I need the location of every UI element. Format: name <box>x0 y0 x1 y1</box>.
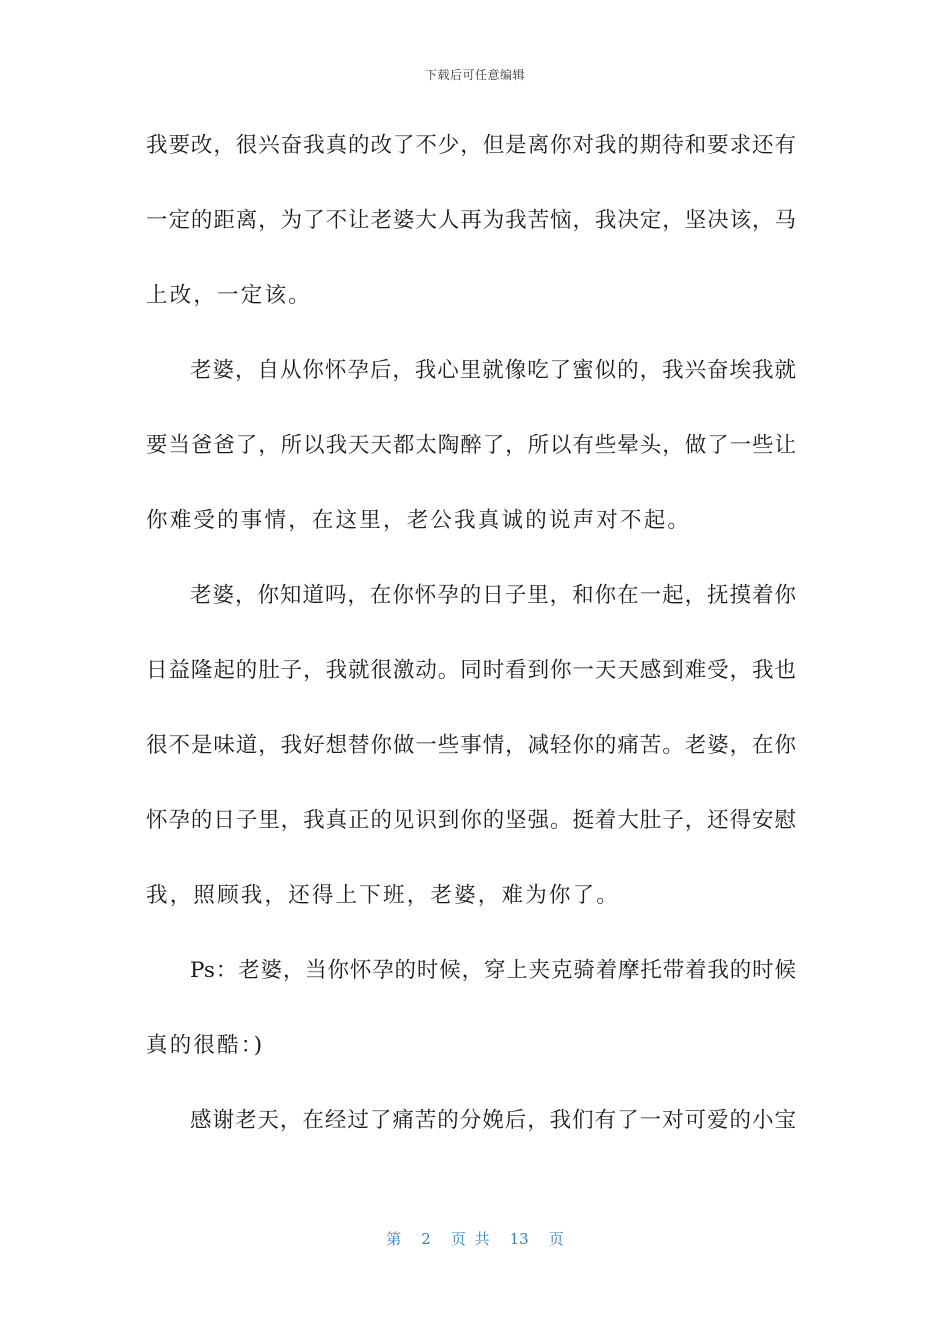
text-line: 我，照顾我，还得上下班，老婆，难为你了。 <box>146 883 621 908</box>
text-line: 你难受的事情，在这里，老公我真诚的说声对不起。 <box>146 508 692 533</box>
text-line: 真的很酷：) <box>146 1033 265 1058</box>
paragraph-first-line: Ps：老婆，当你怀孕的时候，穿上夹克骑着摩托带着我的时候 <box>190 958 796 983</box>
current-page-number: 2 <box>421 1230 431 1248</box>
footer-prefix: 第 <box>386 1230 402 1248</box>
paragraph-first-line: 老婆，你知道吗，在你怀孕的日子里，和你在一起，抚摸着你 <box>190 583 796 608</box>
text-line: 上改，一定该。 <box>146 283 312 308</box>
text-line: 一定的距离，为了不让老婆大人再为我苦恼，我决定，坚决该，马 <box>146 208 796 233</box>
page-header: 下载后可任意编辑 <box>424 68 525 82</box>
paragraph-first-line: 老婆，自从你怀孕后，我心里就像吃了蜜似的，我兴奋埃我就 <box>190 358 796 383</box>
total-pages-number: 13 <box>509 1230 529 1248</box>
text-line: 日益隆起的肚子，我就很激动。同时看到你一天天感到难受，我也 <box>146 658 796 683</box>
footer-suffix: 页 <box>548 1230 564 1248</box>
text-line: 很不是味道，我好想替你做一些事情，减轻你的痛苦。老婆，在你 <box>146 733 796 758</box>
footer-middle: 页 共 <box>450 1230 490 1248</box>
text-line: 要当爸爸了，所以我天天都太陶醉了，所以有些晕头，做了一些让 <box>146 433 796 458</box>
page-footer <box>0 1228 950 1249</box>
text-line: 怀孕的日子里，我真正的见识到你的坚强。挺着大肚子，还得安慰 <box>146 808 796 833</box>
document-body <box>146 126 796 1176</box>
paragraph-first-line: 感谢老天，在经过了痛苦的分娩后，我们有了一对可爱的小宝 <box>190 1108 796 1133</box>
text-line: 我要改，很兴奋我真的改了不少，但是离你对我的期待和要求还有 <box>146 133 796 158</box>
